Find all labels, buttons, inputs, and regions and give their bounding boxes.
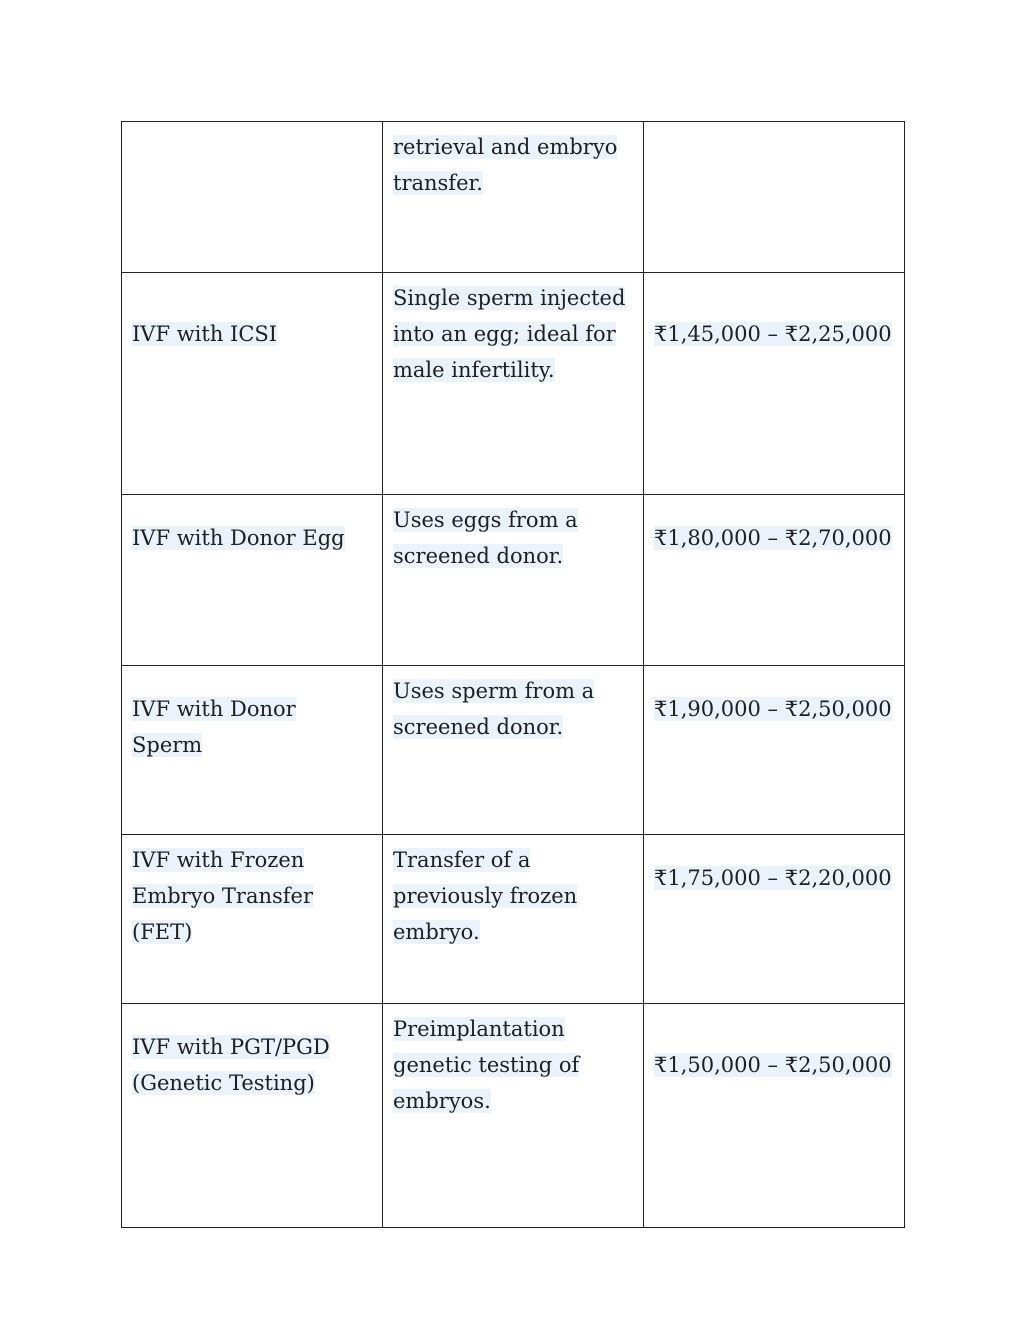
table-row <box>122 1004 905 1228</box>
cost-cell <box>644 666 905 835</box>
treatment-name: IVF with PGT/PGD (Genetic Testing) <box>132 1035 330 1095</box>
treatment-cell <box>122 122 383 273</box>
cost-range: ₹1,50,000 – ₹2,50,000 <box>654 1053 892 1077</box>
treatment-cell <box>122 1004 383 1228</box>
description-cell <box>383 122 644 273</box>
cost-cell <box>644 495 905 666</box>
treatment-cell <box>122 666 383 835</box>
description-cell <box>383 835 644 1004</box>
treatment-cell <box>122 495 383 666</box>
treatment-description: Transfer of a previously frozen embryo. <box>393 848 578 944</box>
description-cell <box>383 1004 644 1228</box>
cost-range: ₹1,75,000 – ₹2,20,000 <box>654 866 892 890</box>
ivf-cost-table <box>121 121 905 1228</box>
treatment-name: IVF with Donor Sperm <box>132 697 296 757</box>
cost-cell <box>644 273 905 495</box>
description-cell <box>383 666 644 835</box>
description-cell <box>383 273 644 495</box>
cost-range: ₹1,80,000 – ₹2,70,000 <box>654 526 892 550</box>
table-row <box>122 495 905 666</box>
table-row <box>122 273 905 495</box>
table-row <box>122 835 905 1004</box>
cost-range: ₹1,90,000 – ₹2,50,000 <box>654 697 892 721</box>
cost-cell <box>644 122 905 273</box>
treatment-name: IVF with Frozen Embryo Transfer (FET) <box>132 848 314 944</box>
treatment-description: Preimplantation genetic testing of embryos. <box>393 1017 580 1113</box>
treatment-cell <box>122 835 383 1004</box>
treatment-description: Single sperm injected into an egg; ideal for male infertility. <box>393 286 626 382</box>
cost-range: ₹1,45,000 – ₹2,25,000 <box>654 322 892 346</box>
treatment-name: IVF with ICSI <box>132 322 278 346</box>
treatment-description: Uses eggs from a screened donor. <box>393 508 578 568</box>
cost-cell <box>644 1004 905 1228</box>
description-cell <box>383 495 644 666</box>
table-row <box>122 666 905 835</box>
treatment-cell <box>122 273 383 495</box>
treatment-description: Uses sperm from a screened donor. <box>393 679 595 739</box>
cost-cell <box>644 835 905 1004</box>
table-row <box>122 122 905 273</box>
treatment-name: IVF with Donor Egg <box>132 526 345 550</box>
treatment-description: retrieval and embryo transfer. <box>393 135 618 195</box>
